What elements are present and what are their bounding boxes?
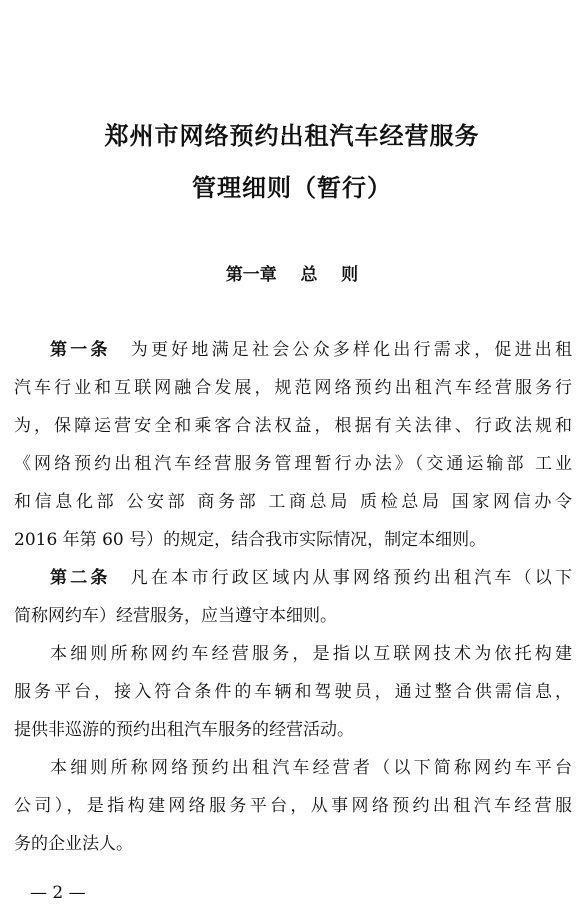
article-1-line-3: 为，保障运营安全和乘客合法权益，根据有关法律、行政法规和 bbox=[14, 416, 572, 436]
article-2-line-2: 简称网约车）经营服务，应当遵守本细则。 bbox=[14, 606, 337, 626]
article-1-label: 第一条 bbox=[50, 340, 111, 360]
article-2-line-1 bbox=[14, 566, 572, 590]
paragraph-4-line-2: 公司），是指构建网络服务平台，从事网络预约出租汽车经营服 bbox=[14, 796, 572, 816]
page-number: — 2 — bbox=[30, 883, 86, 903]
paragraph-4-line-1: 本细则所称网络预约出租汽车经营者（以下简称网约车平台 bbox=[50, 758, 572, 778]
document-title-line-1: 郑州市网络预约出租汽车经营服务 bbox=[104, 122, 480, 150]
paragraph-4-line-3: 务的企业法人。 bbox=[14, 834, 133, 854]
article-1-line-1 bbox=[14, 338, 572, 362]
article-2-text: 凡在本市行政区域内从事网络预约出租汽车（以下 bbox=[127, 568, 573, 588]
article-1-line-5: 和信息化部 公安部 商务部 工商总局 质检总局 国家网信办令 bbox=[14, 492, 572, 512]
paragraph-3-line-2: 服务平台，接入符合条件的车辆和驾驶员，通过整合供需信息， bbox=[14, 682, 572, 702]
chapter-heading: 第一章 总 则 bbox=[225, 265, 359, 285]
paragraph-3-line-1: 本细则所称网约车经营服务，是指以互联网技术为依托构建 bbox=[50, 644, 572, 664]
document-title-line-2: 管理细则（暂行） bbox=[192, 174, 392, 202]
article-1-line-4: 《网络预约出租汽车经营服务管理暂行办法》（交通运输部 工业 bbox=[14, 454, 572, 474]
article-2-label: 第二条 bbox=[50, 568, 111, 588]
article-1-text: 为更好地满足社会公众多样化出行需求，促进出租 bbox=[127, 340, 573, 360]
paragraph-3-line-3: 提供非巡游的预约出租汽车服务的经营活动。 bbox=[14, 720, 354, 740]
article-1-line-6: 2016 年第 60 号）的规定，结合我市实际情况，制定本细则。 bbox=[14, 530, 487, 550]
article-1-line-2: 汽车行业和互联网融合发展，规范网络预约出租汽车经营服务行 bbox=[14, 378, 572, 398]
